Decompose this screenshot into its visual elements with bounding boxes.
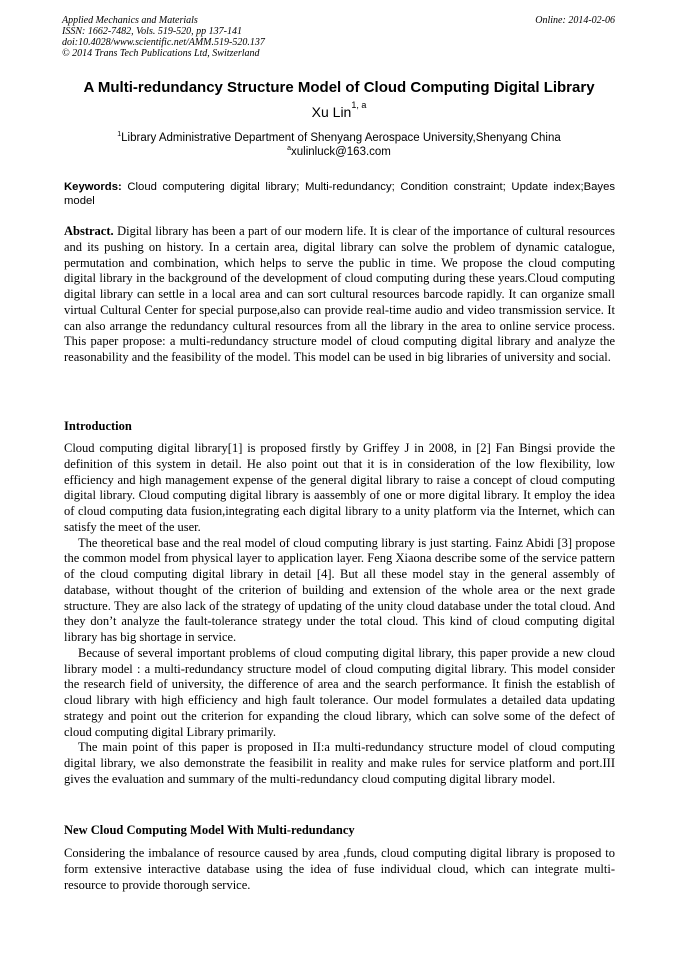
intro-paragraph: Because of several important problems of cloud computing digital library, this paper provide a new cloud library model : a multi-redundancy structure model of cloud computing digital library. This model consider the research field of university, the difference of area and the search performance. It finish the establish of cloud library with high efficiency and high fault tolerance. Our model formulates a detailed data updating strategy and point out the criterion for expanding the cloud library, which can solve some of the defect of cloud computing digital Library primarily.	[64, 645, 615, 739]
keywords-block	[64, 180, 615, 208]
section2-paragraph: Considering the imbalance of resource caused by area ,funds, cloud computing digital library is proposed to form extensive interactive database using the idea of fuse individual cloud, which can integrate multi-resource to provide thorough service.	[64, 846, 615, 892]
intro-paragraph: Cloud computing digital library[1] is proposed firstly by Griffey J in 2008, in [2] Fan Bingsi provide the definition of this system in detail. He also point out that it is in consideration of the low flexibility, low efficiency and high management expense of the general digital library to raise a concept of cloud computing digital library. Cloud computing digital library is aassembly of one or more digital library. It employ the idea of cloud computing data fusion,integrating each digital library to a unity platform via the Internet, which can satisfy the meet of the user.	[64, 441, 615, 534]
journal-name: Applied Mechanics and Materials	[62, 15, 198, 26]
keywords-label: Keywords:	[64, 181, 122, 193]
section2-heading: New Cloud Computing Model With Multi-redundancy	[64, 823, 355, 837]
intro-paragraph: The theoretical base and the real model of cloud computing library is just starting. Fainz Abidi [3] propose the common model from physical layer to application layer. Feng Xiaona describe some of the service pattern of the cloud computing digital library in detail [4]. But all these model stay in the general assembly of database, without thought of the criterion of building and extension of the whole area or the next grade structure. They are also lack of the strategy of updating of the unity cloud database under the total cloud. And they don’t analyze the fault-tolerance strategy under the total cloud. This kind of cloud computing digital library has big shortage in service.	[64, 535, 615, 644]
introduction-heading: Introduction	[64, 419, 132, 433]
paper-title: A Multi-redundancy Structure Model of Cloud Computing Digital Library	[83, 79, 595, 96]
email-line	[40, 145, 638, 159]
author-email: xulinluck@163.com	[291, 146, 391, 158]
copyright-line: © 2014 Trans Tech Publications Ltd, Switzerland	[62, 48, 260, 59]
author-name: Xu Lin	[311, 104, 352, 120]
affiliation-block	[40, 131, 638, 159]
affiliation-mark: 1	[117, 131, 122, 138]
email-mark: a	[287, 145, 291, 152]
author-line	[40, 100, 638, 121]
abstract-label: Abstract.	[64, 224, 114, 238]
online-date: Online: 2014-02-06	[535, 15, 615, 26]
issn-line: ISSN: 1662-7482, Vols. 519-520, pp 137-141	[62, 26, 242, 37]
affiliation-line	[40, 131, 638, 145]
doi-line: doi:10.4028/www.scientific.net/AMM.519-520.137	[62, 37, 265, 48]
abstract-text: Digital library has been a part of our modern life. It is clear of the importance of cultural resources and its pushing on history. In a certain area, digital library can solve the problem of dynamic catalogue, permutation and combination, which helps to serve the public in time. We propose the cloud computing digital library in the background of the development of cloud computing during these years.Cloud computing digital library can settle in a local area and can sort cultural resources barcode rapidly. It can organize small virtual Cultural Center for special purpose,also can provide real-time audio and video transmission service. It can also arrange the redundancy cultural resources from all the library in the area to online service process. This paper propose: a multi-redundancy structure model of cloud computing digital library and analyze the reasonability and the feasibility of the model. This model can be used in big libraries of university and social.	[64, 224, 615, 364]
keywords-text: Cloud computering digital library; Multi-redundancy; Condition constraint; Update index;Bayes model	[64, 181, 616, 207]
intro-paragraph: The main point of this paper is proposed in II:a multi-redundancy structure model of cloud computing digital library, we also demonstrate the feasibilit in reality and make rules for service platform and port.III gives the evaluation and summary of the multi-redundancy cloud computing digital library model.	[64, 740, 615, 786]
section2-body	[64, 846, 615, 893]
affiliation-text: Library Administrative Department of Shenyang Aerospace University,Shenyang China	[121, 132, 561, 144]
introduction-body	[64, 441, 615, 788]
author-marks: 1, a	[351, 100, 367, 110]
abstract-block	[64, 224, 615, 366]
